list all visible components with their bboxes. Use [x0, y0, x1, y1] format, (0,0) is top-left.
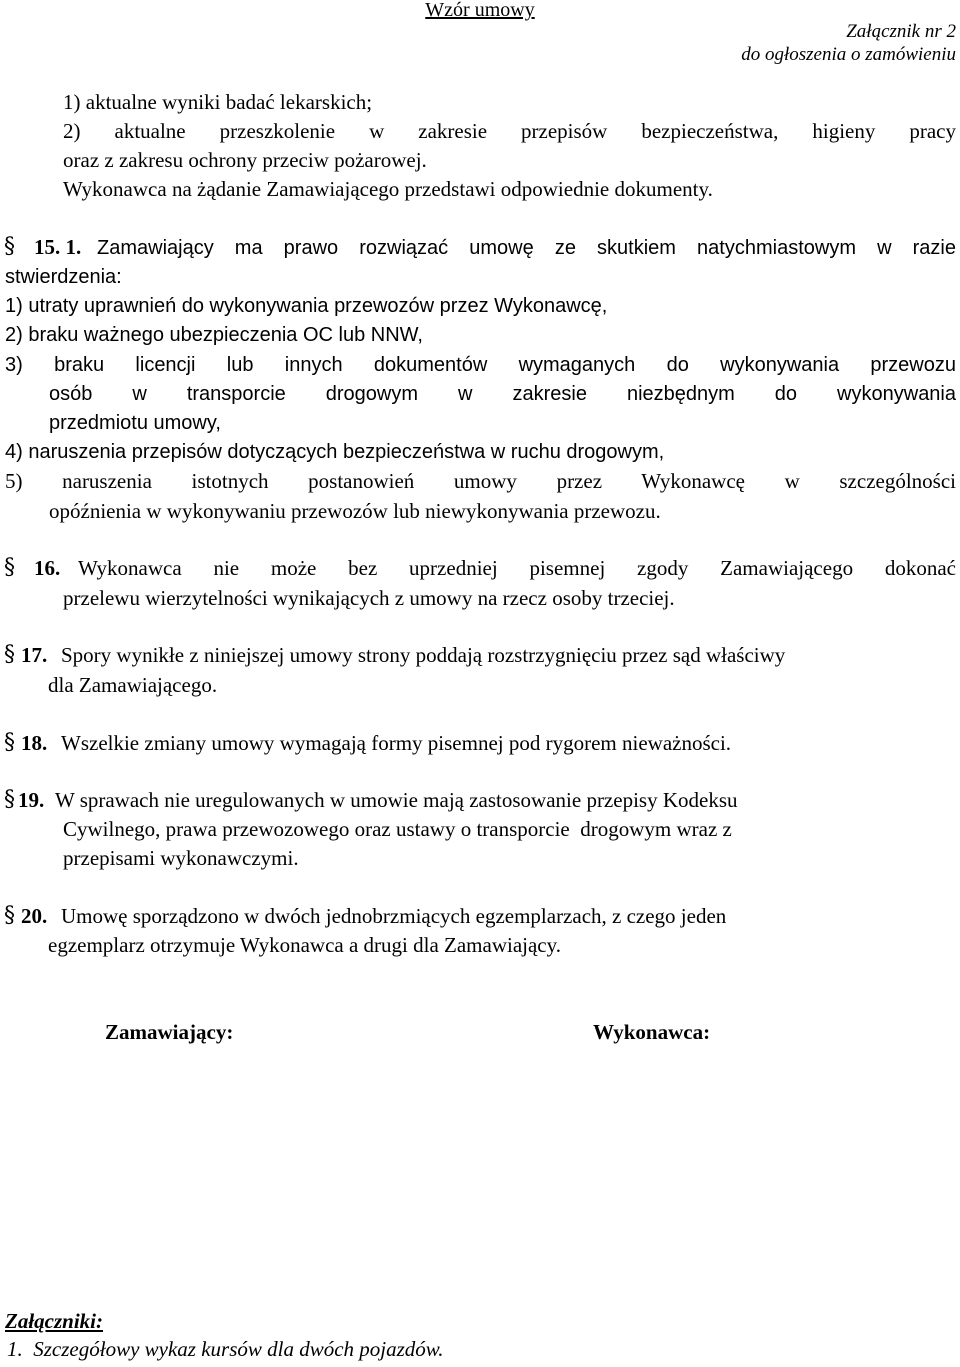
section-15-item-3-line-1: 3) braku licencji lub innych dokumentów wymaganych do wykonywania przewozu — [5, 354, 956, 376]
section-15-number: 15. 1. — [34, 235, 82, 259]
intro-item-2-line-2: oraz z zakresu ochrony przeciw pożarowej. — [63, 148, 427, 172]
signature-contractor: Wykonawca: — [593, 1020, 711, 1044]
section-15-item-3-line-2: osób w transporcie drogowym w zakresie niezbędnym do wykonywania — [49, 383, 956, 405]
section-18-line-1: Wszelkie zmiany umowy wymagają formy pisemnej pod rygorem nieważności. — [61, 731, 732, 755]
section-15-item-5-line-2: opóźnienia w wykonywaniu przewozów lub niewykonywania przewozu. — [49, 499, 661, 523]
section-16-line-1: Wykonawca nie może bez uprzedniej pisemnej zgody Zamawiającego dokonać — [78, 556, 956, 580]
document-title: Wzór umowy — [425, 0, 535, 21]
section-15-item-2: 2) braku ważnego ubezpieczenia OC lub NNW, — [5, 324, 423, 346]
section-sign-19: § — [4, 787, 15, 812]
intro-item-2-line-1: 2) aktualne przeszkolenie w zakresie przepisów bezpieczeństwa, higieny pracy — [63, 119, 956, 143]
section-19-line-1: W sprawach nie uregulowanych w umowie mają zastosowanie przepisy Kodeksu — [55, 788, 738, 812]
section-15-line-2: stwierdzenia: — [5, 266, 122, 288]
section-20-line-1: Umowę sporządzono w dwóch jednobrzmiących egzemplarzach, z czego jeden — [61, 904, 727, 928]
section-sign-15: § — [4, 234, 15, 259]
signature-ordering-party: Zamawiający: — [105, 1020, 234, 1044]
section-20-line-2: egzemplarz otrzymuje Wykonawca a drugi dla Zamawiający. — [48, 933, 562, 957]
section-16-line-2: przelewu wierzytelności wynikających z umowy na rzecz osoby trzeciej. — [63, 586, 675, 610]
section-15-item-4: 4) naruszenia przepisów dotyczących bezpieczeństwa w ruchu drogowym, — [5, 441, 665, 463]
intro-closing: Wykonawca na żądanie Zamawiającego przedstawi odpowiednie dokumenty. — [63, 177, 713, 201]
section-sign-18: § — [4, 730, 15, 755]
section-17-line-1: Spory wynikłe z niniejszej umowy strony poddają rozstrzygnięciu przez sąd właściwy — [61, 643, 786, 667]
section-20-number: 20. — [21, 904, 48, 928]
section-16-number: 16. — [34, 556, 61, 580]
section-15-item-5-line-1: 5) naruszenia istotnych postanowień umowy przez Wykonawcę w szczególności — [5, 469, 956, 493]
section-19-line-2: Cywilnego, prawa przewozowego oraz ustawy o transporcie drogowym wraz z — [63, 817, 732, 841]
section-17-line-2: dla Zamawiającego. — [48, 673, 218, 697]
section-sign-20: § — [4, 903, 15, 928]
section-17-number: 17. — [21, 643, 48, 667]
section-sign-17: § — [4, 642, 15, 667]
attachment-item-1: 1. Szczegółowy wykaz kursów dla dwóch pojazdów. — [7, 1337, 444, 1361]
annex-reference: do ogłoszenia o zamówieniu — [741, 44, 956, 65]
section-sign-16: § — [4, 555, 15, 580]
section-19-number: 19. — [18, 788, 45, 812]
section-18-number: 18. — [21, 731, 48, 755]
section-15-line-1: Zamawiający ma prawo rozwiązać umowę ze skutkiem natychmiastowym w razie — [97, 237, 956, 259]
attachments-heading: Załączniki: — [5, 1309, 103, 1333]
section-15-item-1: 1) utraty uprawnień do wykonywania przewozów przez Wykonawcę, — [5, 295, 608, 317]
section-15-item-3-line-3: przedmiotu umowy, — [49, 412, 221, 434]
section-19-line-3: przepisami wykonawczymi. — [63, 846, 299, 870]
intro-item-1: 1) aktualne wyniki badać lekarskich; — [63, 90, 373, 114]
annex-label: Załącznik nr 2 — [846, 21, 956, 42]
